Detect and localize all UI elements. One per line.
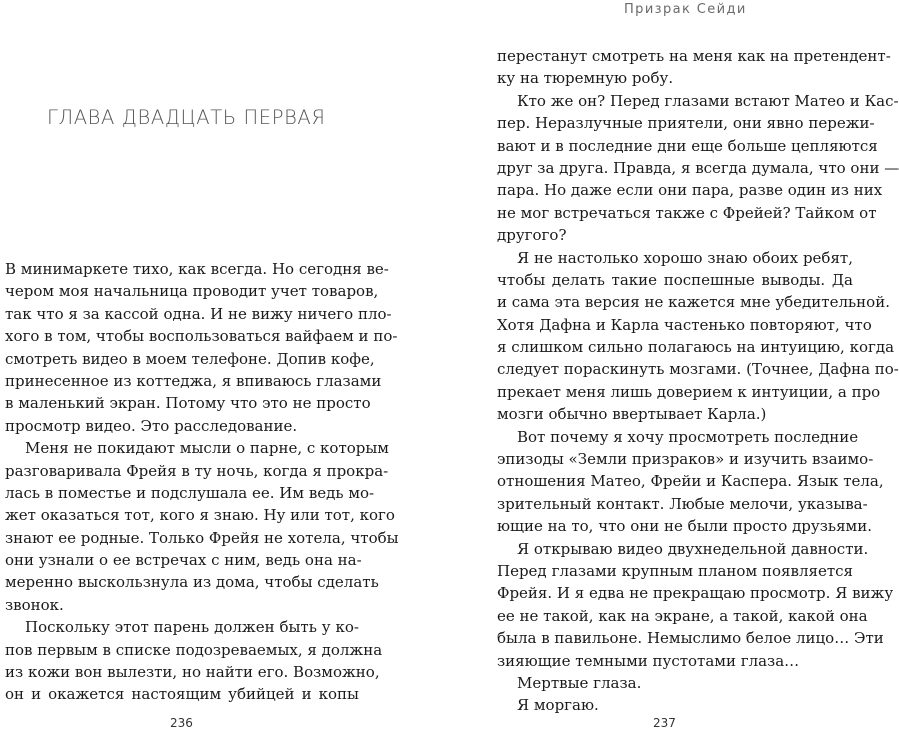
left-page (0, 0, 428, 733)
text-line: Фрейя. И я едва не прекращаю просмотр. Я вижу (497, 584, 894, 603)
text-line: Я моргаю. (517, 696, 599, 715)
running-head: Призрак Сейди (624, 2, 747, 17)
text-line: мозги обычно ввертывает Карла.) (497, 405, 767, 424)
text-line: хого в том, чтобы воспользоваться вайфаем и по- (5, 327, 398, 346)
text-line: Кто же он? Перед глазами встают Матео и Кас- (517, 91, 899, 110)
text-line: зрительный контакт. Любые мелочи, указыва- (497, 494, 868, 513)
chapter-title: ГЛАВА ДВАДЦАТЬ ПЕРВАЯ (47, 106, 326, 129)
right-page (428, 0, 899, 733)
text-line: пара. Но даже если они пара, разве один из них (497, 181, 883, 200)
text-line: зияющие темными пустотами глаза… (497, 651, 800, 670)
text-line: принесенное из коттеджа, я впиваюсь глазами (5, 371, 382, 390)
text-line: разговаривала Фрейя в ту ночь, когда я прокра- (5, 461, 389, 480)
text-line: просмотр видео. Это расследование. (5, 416, 298, 435)
text-line: следует пораскинуть мозгами. (Точнее, Дафна по- (497, 360, 899, 379)
text-line: Перед глазами крупным планом появляется (497, 561, 853, 580)
text-line: они узнали о ее встречах с ним, ведь она на- (5, 551, 362, 570)
text-line: ющие на то, что они не были просто друзьями. (497, 517, 872, 536)
text-line: пер. Неразлучные приятели, они явно пережи- (497, 114, 875, 133)
text-line: Меня не покидают мысли о парне, с которым (25, 439, 389, 458)
text-line: эпизоды «Земли призраков» и изучить взаимо- (497, 450, 874, 469)
text-line: Я не настолько хорошо знаю обоих ребят, (517, 248, 853, 267)
text-line: прекает меня лишь доверием к интуиции, а про (497, 382, 881, 401)
text-line: знают ее родные. Только Фрейя не хотела, чтобы (5, 528, 399, 547)
text-line: он и окажется настоящим убийцей и копы (5, 685, 359, 704)
text-line: меренно выскользнула из дома, чтобы сделать (5, 573, 379, 592)
text-line: смотреть видео в моем телефоне. Допив кофе, (5, 349, 375, 368)
page-number-right: 237 (653, 716, 676, 730)
left-page-text (5, 258, 399, 706)
text-line: пов первым в списке подозреваемых, я должна (5, 640, 383, 659)
text-line: не мог встречаться также с Фрейей? Тайком от (497, 203, 877, 222)
text-line: Поскольку этот парень должен быть у ко- (25, 618, 359, 637)
text-line: Я открываю видео двухнедельной давности. (517, 539, 869, 558)
text-line: в маленький экран. Потому что это не просто (5, 394, 371, 413)
page-number-left: 236 (170, 716, 193, 730)
text-line: так что я за кассой одна. И не вижу ничего пло- (5, 304, 392, 323)
text-line: была в павильоне. Немыслимо белое лицо… Эти (497, 629, 884, 648)
text-line: и сама эта версия не кажется мне убедительной. (497, 293, 890, 312)
text-line: Вот почему я хочу просмотреть последние (517, 427, 859, 446)
text-line: ку на тюремную робу. (497, 69, 674, 88)
text-line: Мертвые глаза. (517, 673, 642, 692)
text-line: из кожи вон вылезти, но найти его. Возможно, (5, 663, 380, 682)
text-line: Хотя Дафна и Карла частенько повторяют, что (497, 315, 872, 334)
text-line: чером моя начальница проводит учет товаров, (5, 282, 379, 301)
text-line: В минимаркете тихо, как всегда. Но сегодня ве- (5, 260, 389, 278)
text-line: друг за друга. Правда, я всегда думала, что они — (497, 158, 899, 177)
text-line: вают и в последние дни еще больше цепляются (497, 136, 878, 155)
text-line: я слишком сильно полагаюсь на интуицию, когда (497, 338, 895, 357)
text-line: чтобы делать такие поспешные выводы. Да (497, 270, 853, 289)
right-page-text (497, 45, 899, 717)
text-line: отношения Матео, Фрейи и Каспера. Язык тела, (497, 472, 884, 491)
text-line: другого? (497, 226, 567, 245)
text-line: звонок. (5, 595, 64, 614)
text-line: ее не такой, как на экране, а такой, какой она (497, 606, 868, 625)
text-line: перестанут смотреть на меня как на претендент- (497, 47, 891, 65)
text-line: жет оказаться тот, кого я знаю. Ну или тот, кого (5, 506, 395, 525)
text-line: лась в поместье и подслушала ее. Им ведь мо- (5, 483, 375, 502)
